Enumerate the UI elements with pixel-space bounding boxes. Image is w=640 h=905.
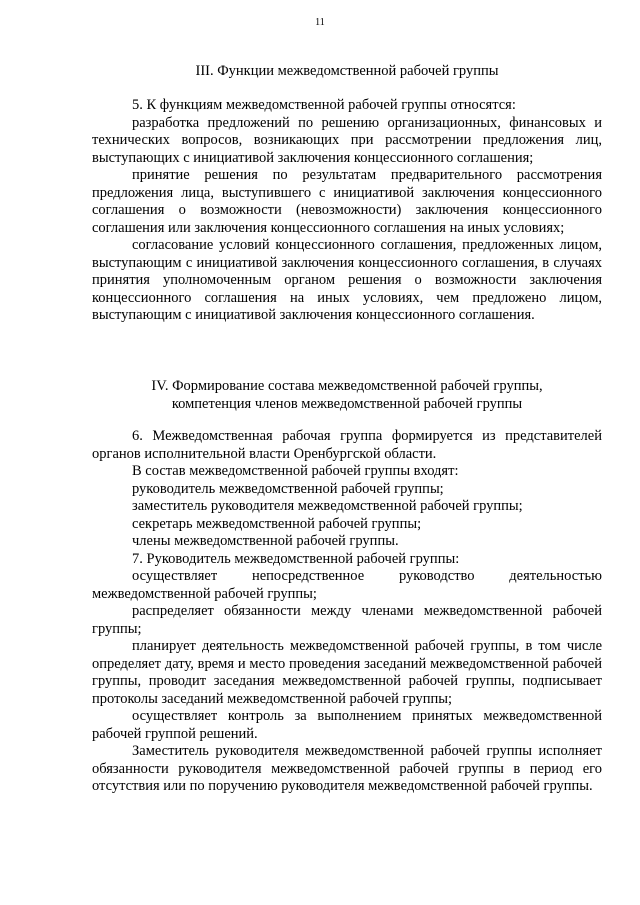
paragraph: В состав межведомственной рабочей группы входят: (132, 463, 459, 479)
page-number: 11 (315, 17, 325, 28)
section-4-heading-line-1: IV. Формирование состава межведомственной рабочей группы, (151, 378, 543, 394)
paragraph: руководитель межведомственной рабочей группы; (132, 480, 444, 497)
section-4-heading-line-2: компетенция членов межведомственной рабочей группы (171, 396, 523, 412)
paragraph: осуществляет непосредственное руководство деятельностью межведомственной рабочей группы; (92, 568, 602, 602)
section-3-body (92, 97, 602, 325)
paragraph: распределяет обязанности между членами межведомственной рабочей группы; (92, 603, 602, 637)
section-4-body (92, 428, 602, 796)
paragraph: заместитель руководителя межведомственной рабочей группы; (132, 498, 523, 514)
paragraph: 7. Руководитель межведомственной рабочей группы: (132, 550, 460, 567)
paragraph: члены межведомственной рабочей группы. (132, 533, 399, 549)
paragraph: 6. Межведомственная рабочая группа формируется из представителей органов исполнительной власти Оренбургской области. (92, 428, 602, 462)
paragraph: принятие решения по результатам предварительного рассмотрения предложения лица, выступившего с инициативой заключения концессионного соглашения о возможности (невозможности) заключения концессионного соглашения или заключения концессионного соглашения на иных условиях; (92, 167, 602, 236)
paragraph: разработка предложений по решению организационных, финансовых и технических вопросов, возникающих при рассмотрении предложения лиц, выступающих с инициативой заключения концессионного соглашения; (92, 114, 602, 166)
paragraph: секретарь межведомственной рабочей группы; (132, 515, 422, 532)
paragraph: осуществляет контроль за выполнением принятых межведомственной рабочей группой решений. (92, 708, 602, 742)
section-3-heading: III. Функции межведомственной рабочей группы (195, 63, 499, 79)
paragraph: Заместитель руководителя межведомственной рабочей группы исполняет обязанности руководителя межведомственной рабочей группы в период его отсутствия или по поручению руководителя межведомственной рабочей группы. (92, 743, 602, 794)
paragraph: 5. К функциям межведомственной рабочей группы относятся: (132, 97, 516, 113)
paragraph: согласование условий концессионного соглашения, предложенных лицом, выступающим с инициативой заключения концессионного соглашения, в случаях принятия уполномоченным органом решения о возможности заключения концессионного соглашения на иных условиях, чем предложено лицом, выступающим с инициативой заключения концессионного соглашения. (92, 237, 602, 323)
paragraph: планирует деятельность межведомственной рабочей группы, в том числе определяет дату, время и место проведения заседаний межведомственной рабочей группы, проводит заседания межведомственной рабочей группы, подписывает протоколы заседаний межведомственной рабочей группы; (92, 638, 602, 707)
section-4-heading (92, 377, 602, 413)
